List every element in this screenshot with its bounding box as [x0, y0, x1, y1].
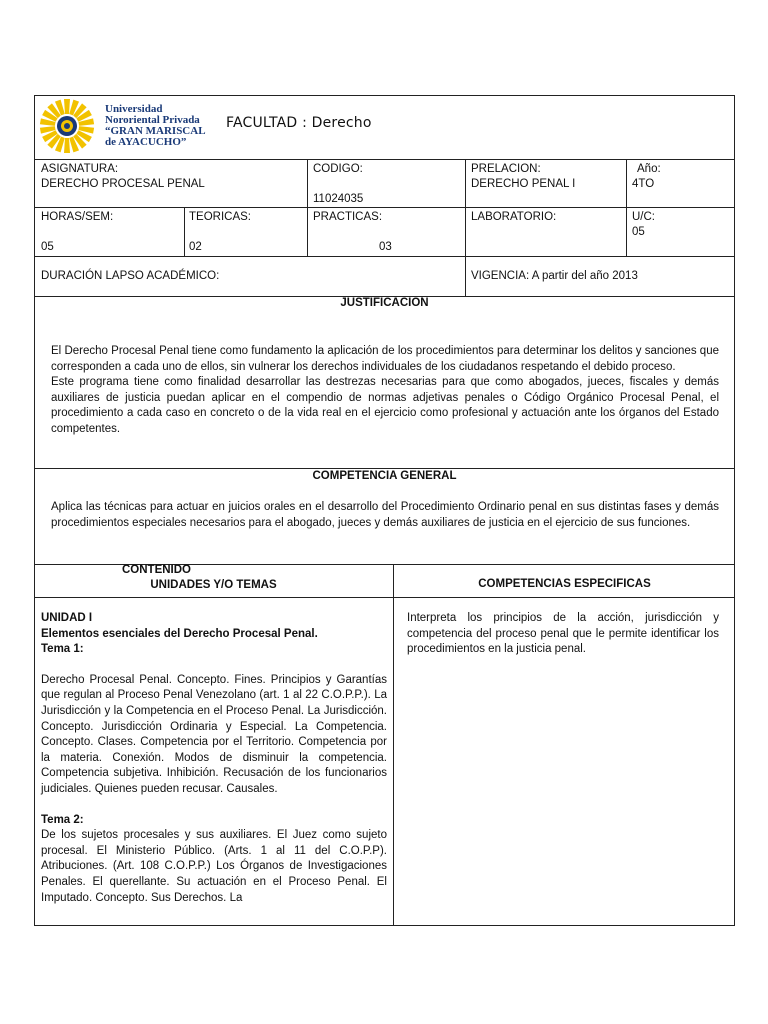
codigo-label: CODIGO:: [313, 163, 363, 175]
prelacion-cell: [471, 162, 575, 192]
rule-justificacion: [34, 468, 735, 469]
faculty-heading: [226, 115, 372, 131]
justificacion-text: [51, 344, 719, 438]
logo-line-4: de AYACUCHO”: [105, 136, 187, 148]
logo-line-3: “GRAN MARISCAL: [105, 125, 206, 137]
laboratorio-cell: [471, 210, 556, 225]
duracion-label: DURACIÓN LAPSO ACADÉMICO:: [41, 270, 220, 282]
col-teoricas: [184, 207, 185, 256]
competencias-especificas-title: COMPETENCIAS ESPECIFICAS: [478, 578, 651, 590]
competencia-especifica-text: Interpreta los principios de la acción, jurisdicción y competencia del proceso penal que le permite identificar los procedimientos en la justicia penal.: [407, 612, 719, 656]
rule-contenido-header: [34, 597, 735, 598]
col-codigo: [307, 159, 308, 256]
rule-header: [34, 159, 735, 160]
col-especificas: [393, 564, 394, 926]
logo-line-1: Universidad: [105, 103, 163, 115]
rule-row1: [34, 207, 735, 208]
faculty-label: FACULTAD :: [226, 115, 307, 131]
tema2-label: Tema 2:: [41, 813, 84, 826]
justificacion-paragraph-2: Este programa tiene como finalidad desarrollar las destrezas necesarias para que como abogados, jueces, fiscales y demás auxiliares de justicia puedan aplicar en el compendio de normas adjetivas penales o Código Orgánico Procesal Penal, el procedimiento a cada caso en concreto o de la vida real en el ejercicio como profesional y actuación ante los órganos del Estado competentes.: [51, 376, 719, 435]
unidades-title: UNIDADES Y/O TEMAS: [150, 579, 277, 591]
asignatura-cell: [41, 162, 205, 192]
uc-cell: [632, 210, 655, 240]
contenido-header: [34, 564, 393, 593]
horas-cell: [41, 210, 113, 255]
teoricas-cell: [189, 210, 251, 255]
tema2-text: De los sujetos procesales y sus auxiliares. El Juez como sujeto procesal. El Ministerio Público. (Arts. 1 al 11 del C.O.P.P). Atribuciones. (Art. 108 C.O.P.P.) Los Órganos de Investigaciones Penales. El querellante. Su actuación en el Proceso Penal. El Imputado. Concepto. Sus Derechos. La: [41, 829, 387, 904]
competencia-general-title: COMPETENCIA GENERAL: [312, 470, 457, 482]
codigo-cell: [313, 162, 363, 207]
practicas-label: PRACTICAS:: [313, 211, 383, 223]
horas-value: 05: [41, 241, 54, 253]
university-logo: [37, 98, 207, 154]
contenido-title: CONTENIDO: [122, 564, 191, 576]
vigencia-label: VIGENCIA: A partir del año 2013: [471, 270, 638, 282]
codigo-value: 11024035: [313, 193, 364, 205]
unidad-content: [41, 611, 387, 906]
teoricas-label: TEORICAS:: [189, 211, 251, 223]
anio-cell: [632, 162, 661, 192]
logo-line-2: Nororiental Privada: [105, 114, 200, 126]
competencia-general-text: Aplica las técnicas para actuar en juicios orales en el desarrollo del Procedimiento Ordinario penal en sus distintas fases y demás procedimientos especiales necesarios para el abogado, jueces y demás auxiliares de justicia en el ejercicio de sus funciones.: [51, 501, 719, 529]
tema1-text: Derecho Procesal Penal. Concepto. Fines. Principios y Garantías que regulan al Proceso Penal Venezolano (art. 1 al 22 C.O.P.P.). La Jurisdicción y la Competencia en el Proceso Penal. La Jurisdicción. Concepto. Jurisdicción Ordinaria y Especial. La Competencia. Concepto. Clases. Competencia por el Territorio. Competencia por la materia. Conexión. Modos de disminuir la competencia. Competencia subjetiva. Inhibición. Recusación de los funcionarios judiciales. Quienes pueden recusar. Causales.: [41, 673, 387, 795]
prelacion-label: PRELACION:: [471, 163, 541, 175]
teoricas-value: 02: [189, 241, 202, 253]
anio-label: Año:: [637, 163, 661, 175]
justificacion-paragraph-1: El Derecho Procesal Penal tiene como fundamento la aplicación de los procedimientos para determinar los delitos y sanciones que corresponden a cada uno de ellos, sin vulnerar los derechos individuales de los ciudadanos respetando el debido proceso.: [51, 345, 719, 373]
faculty-value: Derecho: [311, 115, 372, 131]
asignatura-label: ASIGNATURA:: [41, 163, 119, 175]
horas-label: HORAS/SEM:: [41, 211, 114, 223]
practicas-value: 03: [379, 241, 392, 253]
unidad-title: Elementos esenciales del Derecho Procesal Penal.: [41, 627, 318, 640]
unidad-label: UNIDAD I: [41, 612, 93, 624]
prelacion-value: DERECHO PENAL I: [471, 178, 576, 190]
justificacion-title: JUSTIFICACION: [340, 297, 429, 309]
tema1-label: Tema 1:: [41, 643, 84, 656]
sun-seal-icon: [37, 98, 97, 154]
uc-value: 05: [632, 226, 645, 238]
col-anio: [626, 159, 627, 256]
anio-value: 4TO: [632, 178, 655, 190]
laboratorio-label: LABORATORIO:: [471, 211, 557, 223]
university-name: [105, 104, 206, 148]
uc-label: U/C:: [632, 211, 655, 223]
asignatura-value: DERECHO PROCESAL PENAL: [41, 178, 205, 190]
col-prelacion: [465, 159, 466, 297]
practicas-cell: [313, 210, 463, 255]
rule-row2: [34, 256, 735, 257]
